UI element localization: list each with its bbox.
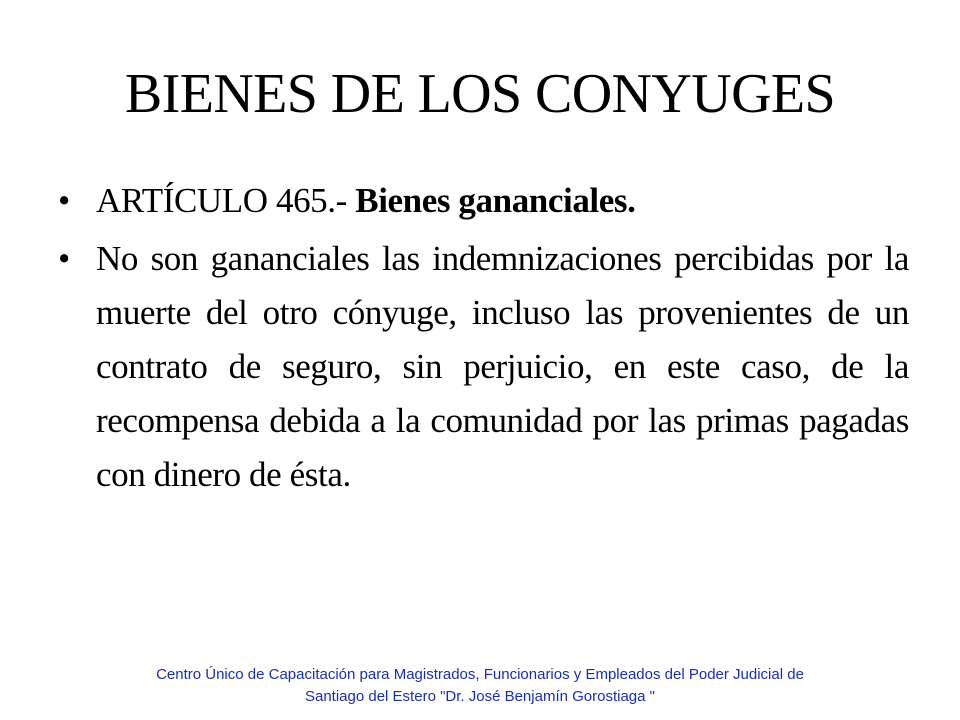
article-body-text: No son gananciales las indemnizaciones percibidas por la muerte del otro cónyuge, incluso las provenientes de un contrato de seguro, sin perjuicio, en este caso, de la recompensa debida a la comunidad por las primas pagadas con dinero de ésta.	[96, 239, 909, 494]
bullet-text	[96, 174, 909, 228]
bullet-marker: •	[58, 239, 70, 278]
footer-line-1: Centro Único de Capacitación para Magistrados, Funcionarios y Empleados del Poder Judicial de	[156, 666, 804, 683]
bullet-marker: •	[58, 181, 70, 220]
slide-title: BIENES DE LOS CONYUGES	[124, 63, 836, 125]
footer-line-2: Santiago del Estero "Dr. José Benjamín Gorostiaga "	[304, 688, 655, 705]
article-number: ARTÍCULO 465.-	[96, 181, 356, 220]
bullet-item-article	[58, 174, 909, 228]
footer-credit	[0, 664, 960, 708]
bullet-list	[58, 174, 909, 502]
bullet-item-paragraph	[58, 232, 909, 502]
article-heading: Bienes gananciales.	[355, 181, 636, 220]
